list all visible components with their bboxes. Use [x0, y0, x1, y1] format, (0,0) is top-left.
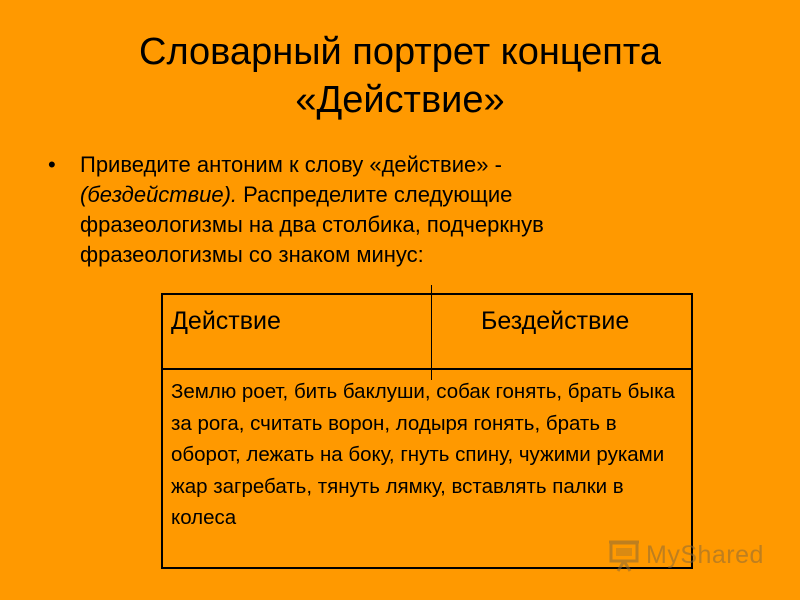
- slide-title-line-2: «Действие»: [295, 79, 505, 121]
- phrase-table: [161, 293, 693, 569]
- instruction-text-part-1: Приведите антоним к слову «действие» -: [80, 152, 502, 177]
- presentation-board-icon: [608, 537, 642, 573]
- table-header-inaction: Бездействие: [481, 307, 630, 335]
- instruction-text-part-2: Распределите следующие фразеологизмы на два столбика, подчеркнув фразеологизмы со знаком минус:: [80, 182, 544, 267]
- instruction-text-italic: (бездействие).: [80, 182, 238, 207]
- slide-title: [40, 28, 760, 124]
- column-divider: [431, 285, 432, 380]
- table-body-cell: Землю роет, бить баклуши, собак гонять, брать быка за рога, считать ворон, лодыря гонять, брать в оборот, лежать на боку, гнуть спину, чужими руками жар загребать, тянуть лямку, вставлять палки в колеса: [171, 380, 675, 529]
- instruction-text: [80, 150, 660, 270]
- slide-title-line-1: Словарный портрет концепта: [139, 31, 661, 73]
- table-header-action: Действие: [171, 307, 281, 335]
- table-header-row: [163, 295, 691, 370]
- watermark: [608, 537, 764, 573]
- bullet-icon: •: [48, 152, 56, 177]
- watermark-text: MyShared: [646, 540, 764, 569]
